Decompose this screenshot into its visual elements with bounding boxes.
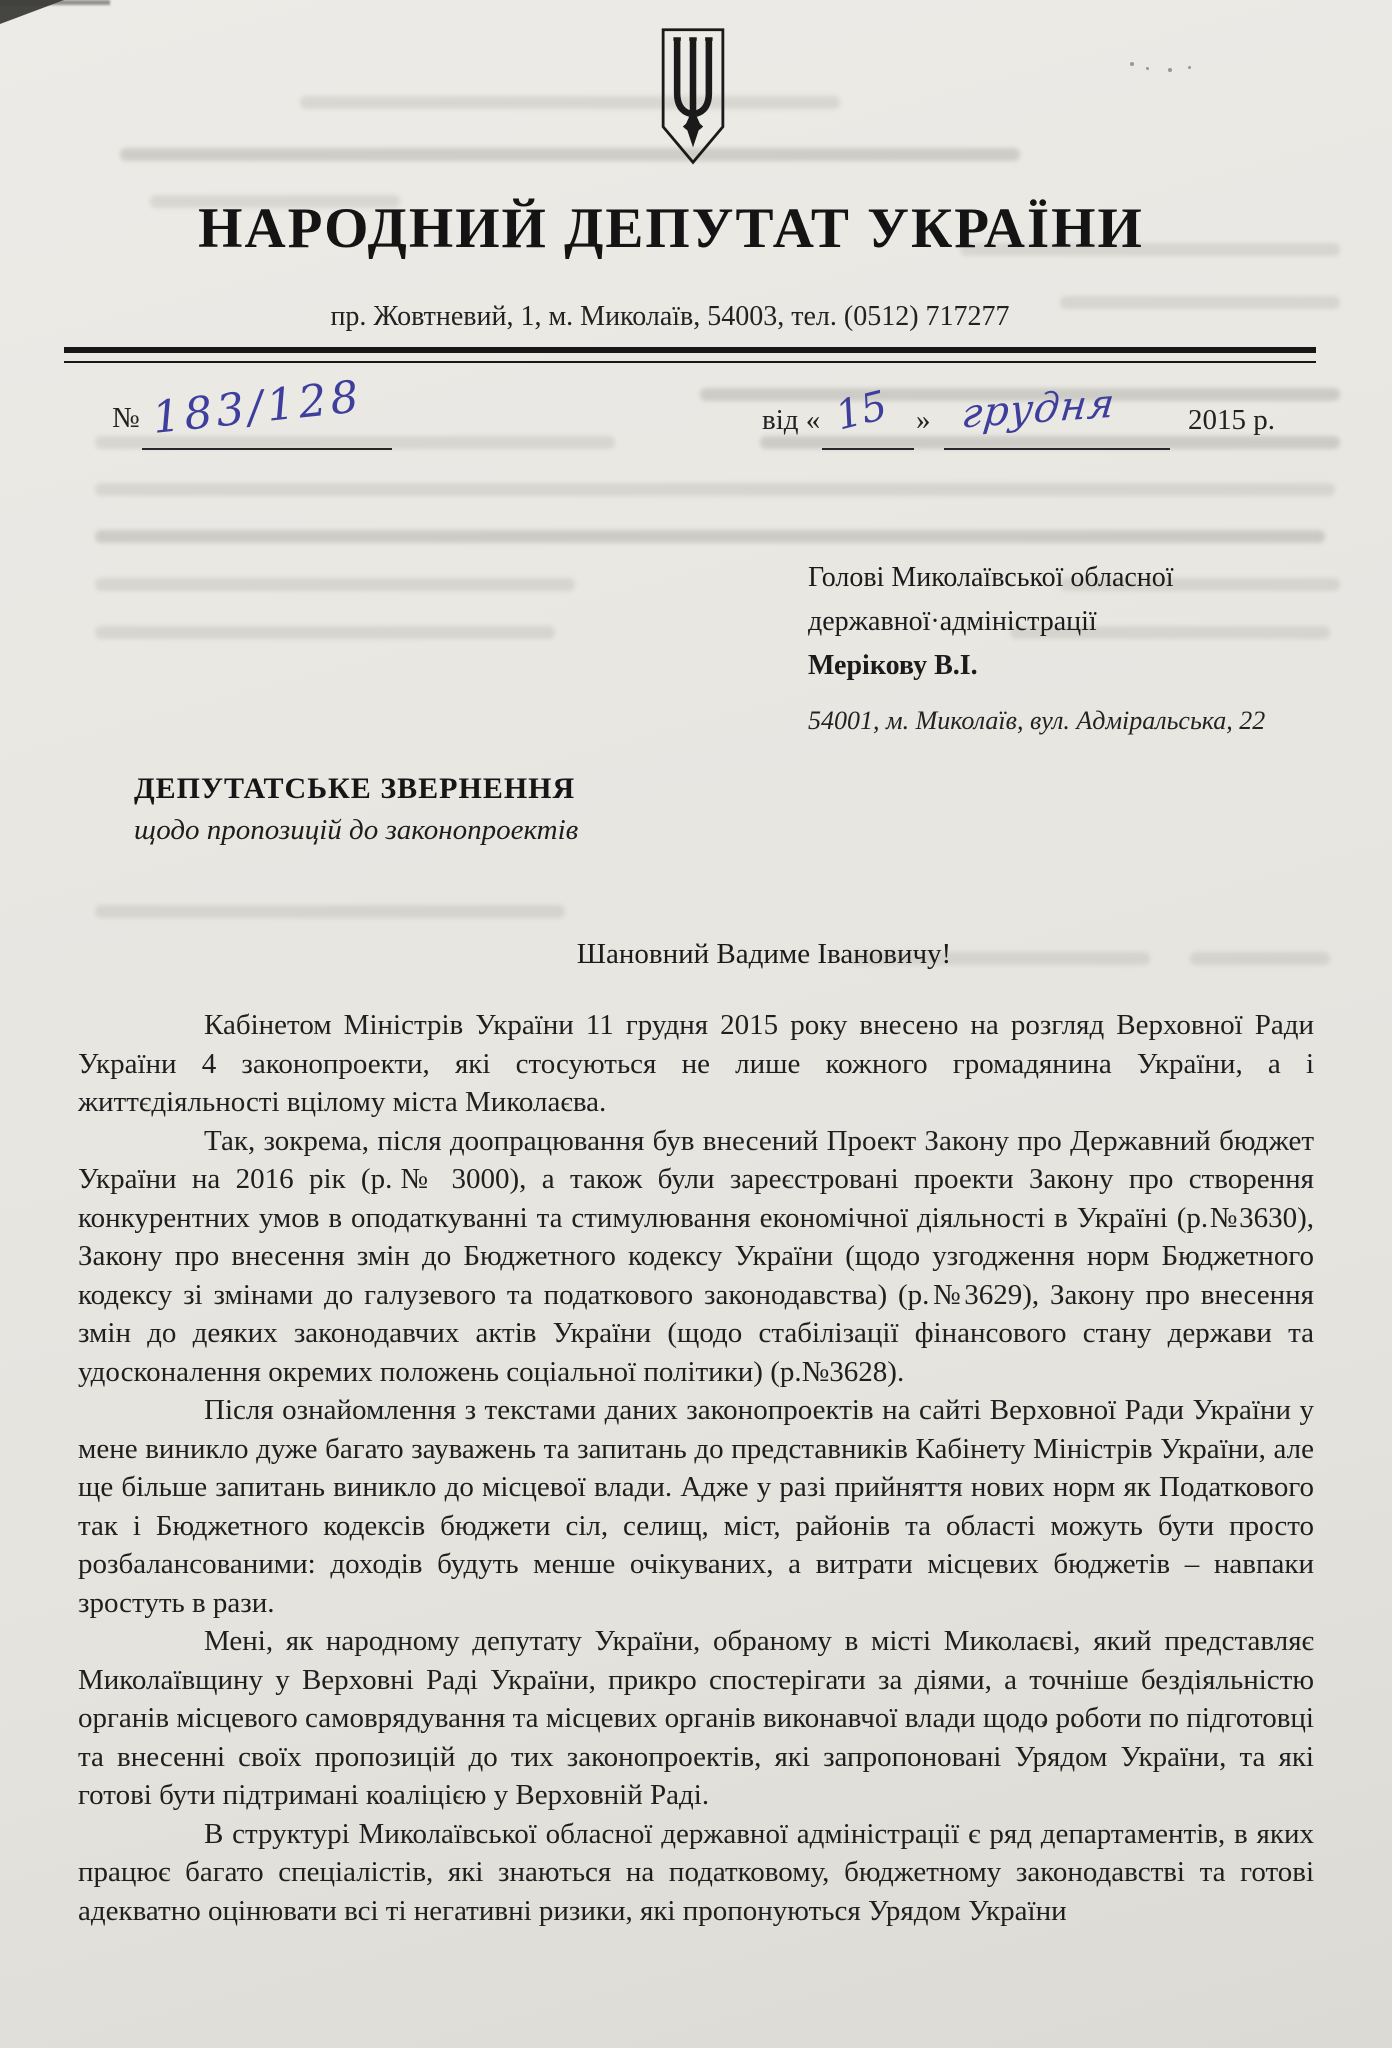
handwritten-day: 15 [831,382,892,440]
letterhead-rule-thick [64,347,1316,353]
recipient-block [808,556,1278,688]
body-paragraph: Кабінетом Міністрів України 11 грудня 2015 року внесено на розгляд Верховної Ради України 4 законопроекти, які стосуються не лише кожного громадянина України, а і життєдіяльності вцілому міста Миколаєва. [78,1009,1314,1118]
salutation: Шановний Вадиме Івановичу! [576,938,952,970]
doc-number-fill-line [142,448,392,450]
body-paragraph: Після ознайомлення з текстами даних законопроектів на сайті Верховної Ради України у мене виникло дуже багато зауважень та запитань до представників Кабінету Міністрів України, але ще більше запитань виникло до місцевої влади. Адже у разі прийняття нових норм як Податкового так і Бюджетного кодексів бюджети сіл, селищ, міст, районів та області можуть бути просто розбалансованими: доходів будуть менше очікуваних, а витрати місцевих бюджетів – навпаки зростуть в рази. [78,1394,1314,1619]
recipient-name: Мерікову В.І. [808,650,978,681]
document-type-title: ДЕПУТАТСЬКЕ ЗВЕРНЕННЯ [134,772,576,805]
bleed-through-line [95,905,565,918]
bleed-through-line [1190,952,1330,965]
bleed-through-line [95,578,575,591]
handwritten-doc-number: 183/128 [149,371,365,444]
body-paragraph: Так, зокрема, після доопрацювання був внесений Проект Закону про Державний бюджет України на 2016 рік (р.№ 3000), а також були зареєстровані проекти Закону про створення конкурентних умов в оподаткуванні та стимулювання економічної діяльності в Україні (р.№3630), Закону про внесення змін до Бюджетного кодексу України (щодо узгодження норм Бюджетного кодексу зі змінами до галузевого та податкового законодавства) (р.№3629), Закону про внесення змін до деяких законодавчих актів України (щодо стабілізації фінансового стану держави та удосконалення окремих положень соціальної політики) (р.№3628). [78,1124,1314,1388]
date-month-fill-line [944,448,1170,450]
bleed-through-line [95,483,1335,496]
bleed-through-line [120,148,1020,161]
date-prefix-label: від « [762,404,821,436]
ukraine-trident-emblem-icon [645,26,741,166]
handwritten-month: грудня [959,380,1118,438]
recipient-address: 54001, м. Миколаїв, вул. Адміральська, 22 [808,706,1266,735]
bleed-through-line [95,626,555,639]
bleed-through-line [300,96,840,109]
body-paragraph: Мені, як народному депутату України, обраному в місті Миколаєві, який представляє Миколаївщину у Верховні Раді України, прикро спостерігати за діями, а точніше бездіяльністю органів місцевого самоврядування та місцевих органів виконавчої влади щодо роботи по підготовці та внесенні своїх пропозицій до тих законопроектів, які запропоновані Урядом України, та які готові бути підтримані коаліцією у Верховній Раді. [78,1625,1314,1811]
scan-noise-dots [1128,60,1198,74]
recipient-line-1: Голові Миколаївської обласної [808,562,1174,593]
date-day-fill-line [822,448,914,450]
doc-number-label: № [112,402,140,434]
scan-edge-shadow [0,0,110,5]
body-paragraph: В структурі Миколаївської обласної державної адміністрації є ряд департаментів, в яких працює багато спеціалістів, які знаються на податковому, бюджетному законодавстві та готові адекватно оцінювати всі ті негативні ризики, які пропонуються Урядом України [78,1817,1314,1927]
bleed-through-line [95,530,1325,543]
letter-body [78,1006,1314,1930]
letterhead-rule-thin [64,361,1316,363]
date-close-quote: » [916,404,931,436]
recipient-line-2: державної·адміністрації [808,606,1097,637]
date-year-label: 2015 р. [1188,404,1275,436]
document-subject: щодо пропозицій до законопроектів [134,814,579,846]
organization-address: пр. Жовтневий, 1, м. Миколаїв, 54003, тел. (0512) 717277 [330,301,1010,332]
organization-title: НАРОДНИЙ ДЕПУТАТ УКРАЇНИ [198,197,1144,260]
